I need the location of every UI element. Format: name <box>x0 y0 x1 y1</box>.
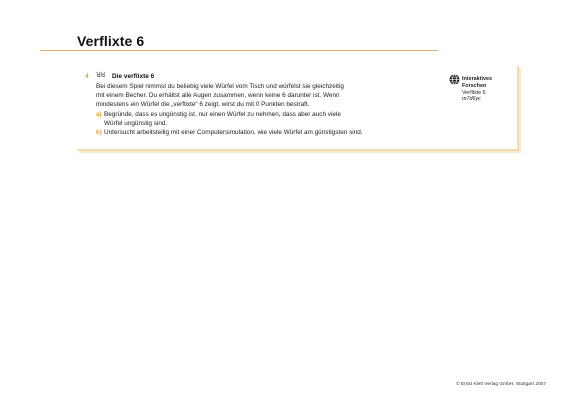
partner-work-icon: ꓤꓤ <box>96 72 105 79</box>
subtask-letter: a) <box>96 111 102 118</box>
subtask-line: Würfel ungünstig sind. <box>104 120 168 127</box>
globe-icon <box>449 74 460 85</box>
subtask-text <box>104 128 496 137</box>
subtask-letter: b) <box>96 129 103 136</box>
task-intro-line: mit einem Becher. Du erhältst alle Augen zusammen, wenn keine 6 darunter ist. Wenn <box>96 92 340 99</box>
subtask-a <box>96 110 496 128</box>
sidebar-code: m7d6yc <box>462 96 481 103</box>
subtask-line: Begründe, dass es ungünstig ist, nur einen Würfel zu nehmen, dass aber auch viele <box>104 111 341 118</box>
subtask-text <box>104 110 496 128</box>
subtask-list <box>96 110 496 137</box>
sidebar-title-line: Interaktives <box>462 76 492 82</box>
task-intro-line: Bei diesem Spiel nimmst du beliebig viele Würfel vom Tisch und würfelst sie gleichzeitig <box>96 83 344 90</box>
task-heading: Die verflixte 6 <box>112 73 155 80</box>
title-divider <box>40 50 438 51</box>
sidebar-text <box>462 76 514 103</box>
subtask-b <box>96 128 496 137</box>
task-intro <box>96 82 436 109</box>
copyright-footer: © Ernst Klett Verlag GmbH, Stuttgart 2007 <box>456 382 546 387</box>
task-number: 4 <box>85 73 89 80</box>
sidebar-title-line: Forschen <box>462 82 487 89</box>
task-box <box>77 66 519 151</box>
subtask-line: Untersucht arbeitsteilig mit einer Computersimulation, wie viele Würfel am günstigsten sind. <box>104 129 363 136</box>
sidebar-subtitle: Verflixte 6 <box>462 89 486 96</box>
task-intro-line: mindestens ein Würfel die „verflixte“ 6 zeigt, wirst du mit 0 Punkten bestraft. <box>96 101 310 108</box>
page-title: Verflixte 6 <box>77 33 145 49</box>
